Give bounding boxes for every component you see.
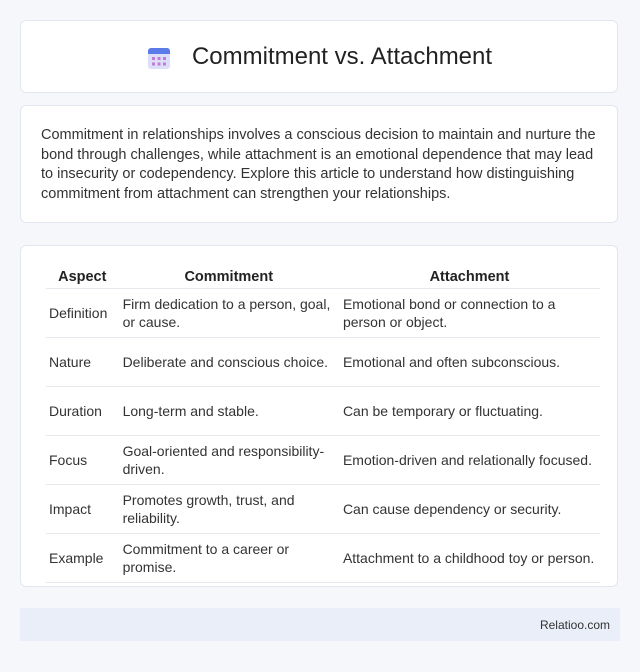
- intro-text: Commitment in relationships involves a conscious decision to maintain and nurture the bond through challenges, while attachment is an emotional dependence that may lead to insecurity or codependency. Explore this article to understand how distinguishing commitment from attachment can strengthen your relationships.: [41, 127, 596, 202]
- comparison-table: [46, 266, 600, 583]
- attachment-cell: Attachment to a childhood toy or person.: [339, 534, 600, 583]
- table-row: [46, 387, 600, 436]
- title-card: [20, 20, 618, 93]
- aspect-cell: Impact: [46, 485, 119, 534]
- table-card: [20, 245, 618, 587]
- table-header-row: [46, 266, 600, 289]
- attachment-cell: Can cause dependency or security.: [339, 485, 600, 534]
- aspect-cell: Focus: [46, 436, 119, 485]
- page-title: Commitment vs. Attachment: [191, 42, 493, 70]
- aspect-cell: Example: [46, 534, 119, 583]
- commitment-cell: Goal-oriented and responsibility-driven.: [119, 436, 339, 485]
- intro-card: [20, 105, 618, 223]
- commitment-cell: Firm dedication to a person, goal, or cause.: [119, 289, 339, 338]
- attachment-cell: Emotional bond or connection to a person or object.: [339, 289, 600, 338]
- commitment-cell: Promotes growth, trust, and reliability.: [119, 485, 339, 534]
- attachment-cell: Can be temporary or fluctuating.: [339, 387, 600, 436]
- table-row: [46, 338, 600, 387]
- aspect-cell: Definition: [46, 289, 119, 338]
- commitment-cell: Commitment to a career or promise.: [119, 534, 339, 583]
- header-aspect: Aspect: [46, 266, 119, 289]
- footer: [20, 608, 620, 641]
- commitment-cell: Deliberate and conscious choice.: [119, 338, 339, 387]
- table-row: [46, 436, 600, 485]
- aspect-cell: Nature: [46, 338, 119, 387]
- attachment-cell: Emotion-driven and relationally focused.: [339, 436, 600, 485]
- calendar-icon: [146, 45, 172, 71]
- header-commitment: Commitment: [119, 266, 339, 289]
- footer-brand[interactable]: Relatioo.com: [539, 617, 610, 632]
- aspect-cell: Duration: [46, 387, 119, 436]
- commitment-cell: Long-term and stable.: [119, 387, 339, 436]
- table-row: [46, 289, 600, 338]
- table-row: [46, 485, 600, 534]
- header-attachment: Attachment: [339, 266, 600, 289]
- table-row: [46, 534, 600, 583]
- attachment-cell: Emotional and often subconscious.: [339, 338, 600, 387]
